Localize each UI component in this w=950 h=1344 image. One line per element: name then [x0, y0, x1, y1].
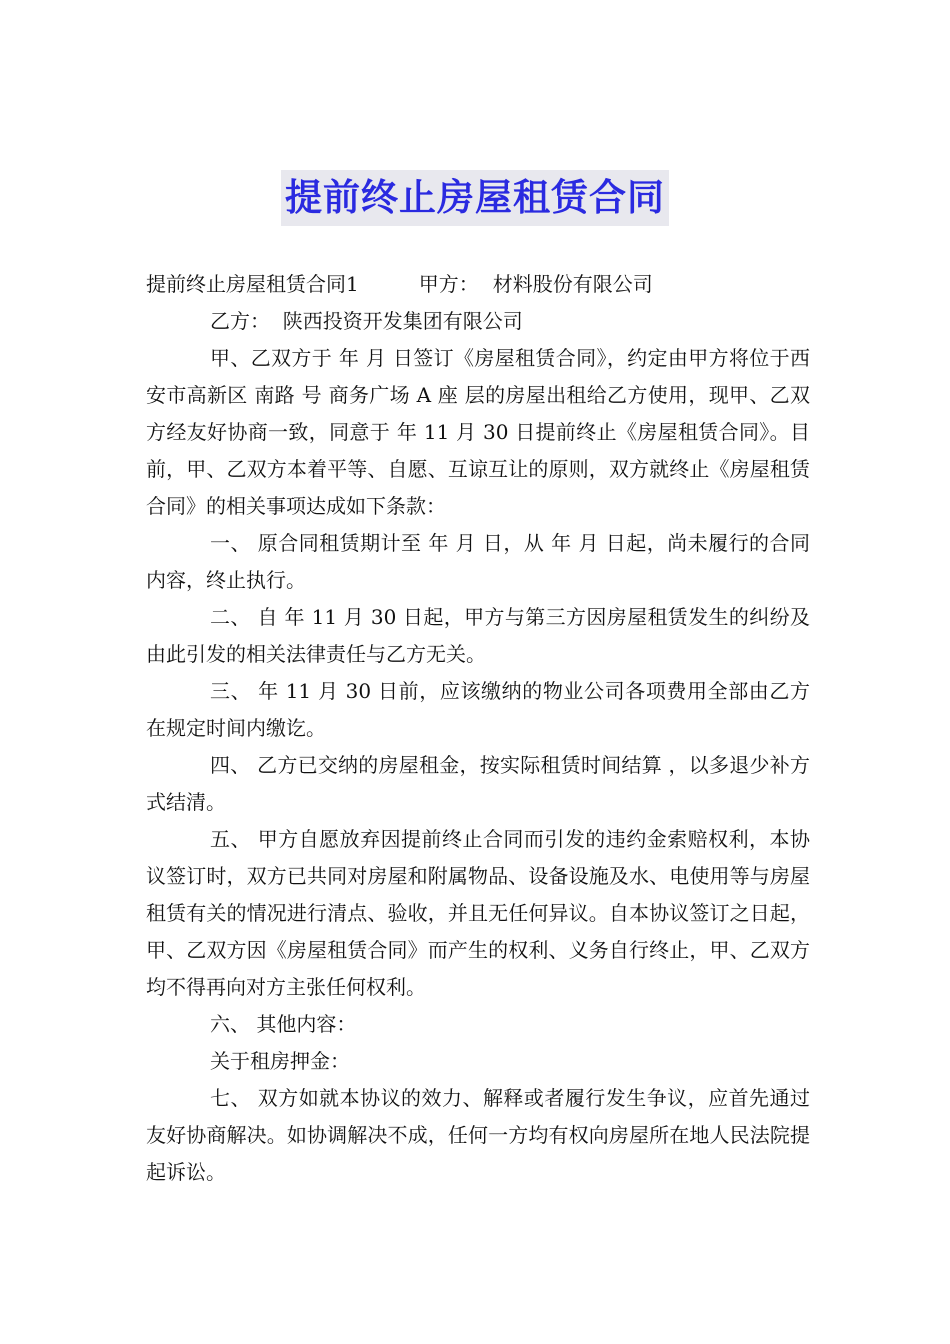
clause-7: 七、 双方如就本协议的效力、解释或者履行发生争议，应首先通过友好协商解决。如协调解决不成，任何一方均有权向房屋所在地人民法院提起诉讼。	[146, 1086, 810, 1184]
clause-5: 五、 甲方自愿放弃因提前终止合同而引发的违约金索赔权利，本协议签订时，双方已共同对房屋和附属物品、设备设施及水、电使用等与房屋租赁有关的情况进行清点、验收，并且无任何异议。自本协议签订之日起，甲、乙双方因《房屋租赁合同》而产生的权利、义务自行终止，甲、乙双方均不得再向对方主张任何权利。	[146, 827, 810, 999]
clause-6: 六、 其他内容：	[210, 1012, 357, 1036]
deposit-note: 关于租房押金：	[210, 1049, 350, 1073]
party-b-line: 乙方： 陕西投资开发集团有限公司	[210, 309, 523, 333]
clause-3: 三、 年 11 月 30 日前，应该缴纳的物业公司各项费用全部由乙方在规定时间内缴讫。	[146, 679, 810, 740]
party-a-line	[146, 266, 810, 303]
document-title: 提前终止房屋租赁合同	[281, 170, 669, 226]
party-a-name: 材料股份有限公司	[492, 272, 653, 296]
clause-4: 四、 乙方已交纳的房屋租金，按实际租赁时间结算 ，以多退少补方式结清。	[146, 753, 810, 814]
clause-2: 二、 自 年 11 月 30 日起，甲方与第三方因房屋租赁发生的纠纷及由此引发的相关法律责任与乙方无关。	[146, 605, 810, 666]
party-a-label: 甲方：	[418, 272, 479, 296]
document-title-wrap	[0, 170, 950, 226]
clause-1: 一、 原合同租赁期计至 年 月 日，从 年 月 日起，尚未履行的合同内容，终止执行。	[146, 531, 810, 592]
document-body	[146, 266, 810, 1191]
paragraph-intro: 甲、乙双方于 年 月 日签订《房屋租赁合同》，约定由甲方将位于西安市高新区 南路 号 商务广场 A 座 层的房屋出租给乙方使用，现甲、乙双方经友好协商一致，同意于 年 11 月 30 日提前终止《房屋租赁合同》。目前，甲、乙双方本着平等、自愿、互谅互让的原则，双方就终止《房屋租赁合同》的相关事项达成如下条款：	[146, 346, 810, 518]
doc-ref: 提前终止房屋租赁合同1	[146, 272, 359, 296]
